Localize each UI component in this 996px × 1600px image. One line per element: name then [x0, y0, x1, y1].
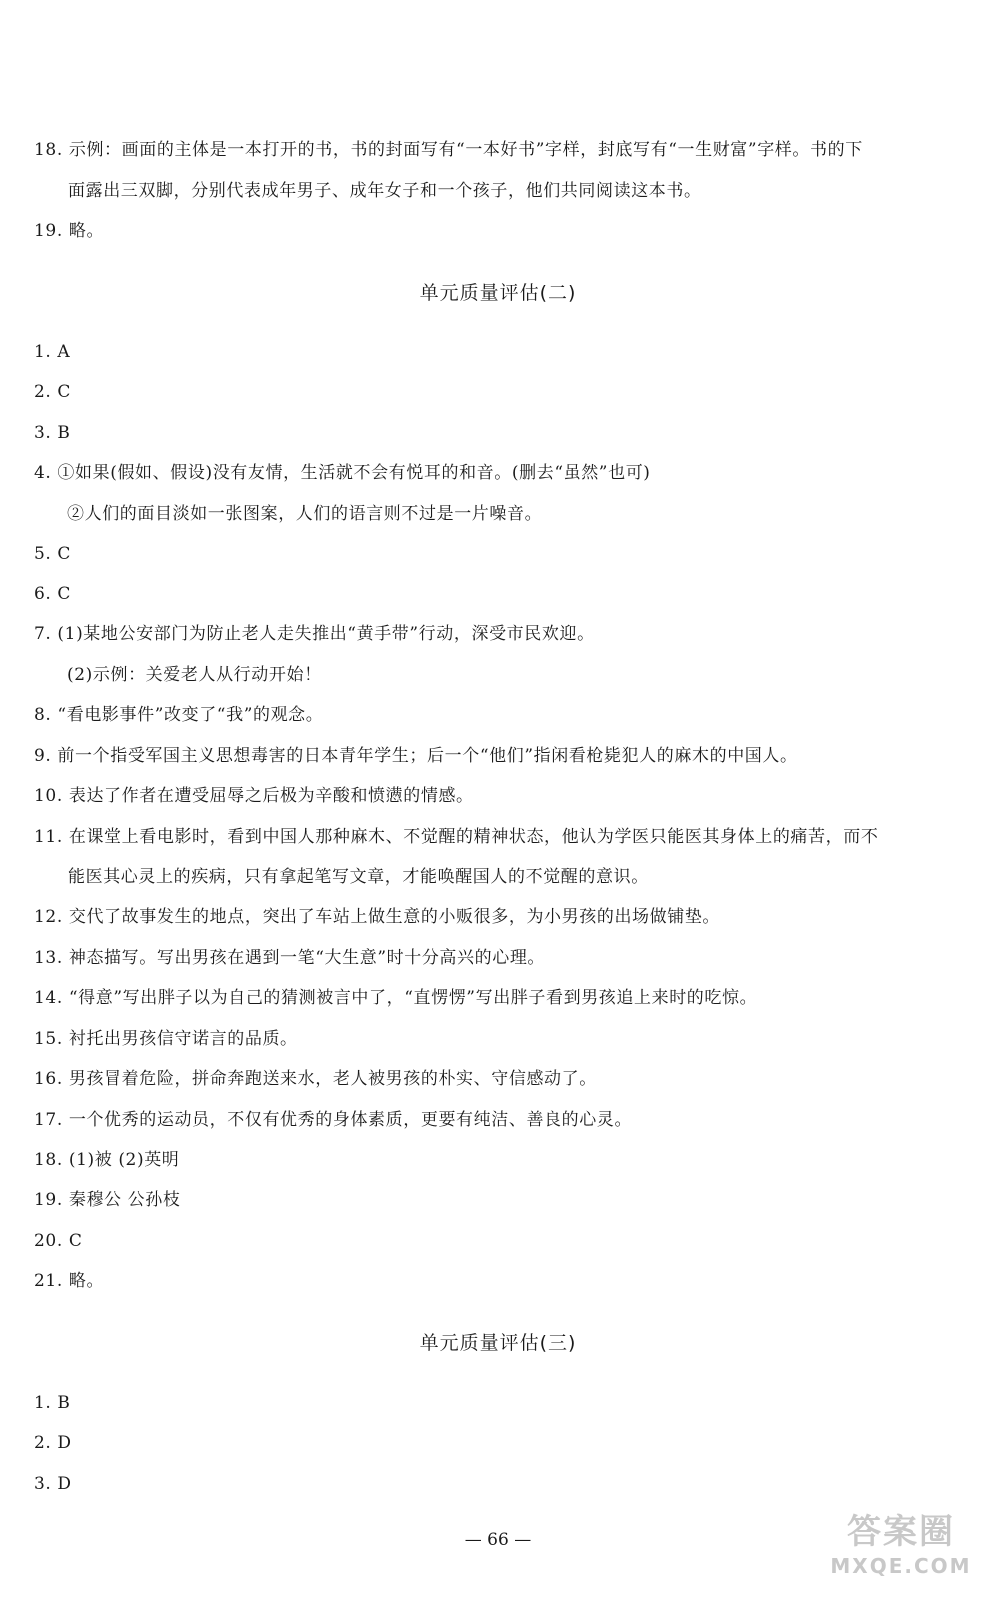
section-heading-2: 单元质量评估(二) [419, 282, 577, 304]
s3-item-2: 2. D [34, 1433, 72, 1453]
s2-item-18: 18. (1)被 (2)英明 [34, 1150, 180, 1170]
s2-item-17: 17. 一个优秀的运动员，不仅有优秀的身体素质，更要有纯洁、善良的心灵。 [34, 1110, 633, 1130]
s3-item-3: 3. D [34, 1474, 72, 1494]
watermark-bottom-text: MXQE.COM [830, 1554, 972, 1578]
s2-item-3: 3. B [34, 423, 71, 443]
answer-18-prev-line2: 面露出三双脚，分别代表成年男子、成年女子和一个孩子，他们共同阅读这本书。 [68, 181, 702, 201]
s2-item-4-sub: ②人们的面目淡如一张图案，人们的语言则不过是一片噪音。 [67, 504, 543, 524]
s2-item-7-sub: (2)示例：关爱老人从行动开始！ [67, 665, 322, 685]
watermark-logo [826, 1510, 976, 1590]
watermark-top-text: 答案圈 [847, 1512, 955, 1552]
answer-19-prev: 19. 略。 [34, 221, 105, 241]
s2-item-9: 9. 前一个指受军国主义思想毒害的日本青年学生；后一个“他们”指闲看枪毙犯人的麻木的中国人。 [34, 746, 798, 766]
s2-item-5: 5. C [34, 544, 72, 564]
section-heading-3: 单元质量评估(三) [419, 1332, 577, 1354]
s2-item-20: 20. C [34, 1231, 83, 1251]
s2-item-15: 15. 衬托出男孩信守诺言的品质。 [34, 1029, 298, 1049]
s2-item-13: 13. 神态描写。写出男孩在遇到一笔“大生意”时十分高兴的心理。 [34, 948, 546, 968]
s2-item-11-cont: 能医其心灵上的疾病，只有拿起笔写文章，才能唤醒国人的不觉醒的意识。 [68, 867, 649, 887]
s2-item-7: 7. (1)某地公安部门为防止老人走失推出“黄手带”行动，深受市民欢迎。 [34, 624, 595, 644]
s2-item-19: 19. 秦穆公 公孙枝 [34, 1190, 181, 1210]
s2-item-1: 1. A [34, 342, 71, 362]
s2-item-2: 2. C [34, 382, 72, 402]
s2-item-10: 10. 表达了作者在遭受屈辱之后极为辛酸和愤懑的情感。 [34, 786, 474, 806]
s2-item-12: 12. 交代了故事发生的地点，突出了车站上做生意的小贩很多，为小男孩的出场做铺垫。 [34, 907, 721, 927]
s2-item-21: 21. 略。 [34, 1271, 105, 1291]
s2-item-4: 4. ①如果(假如、假设)没有友情，生活就不会有悦耳的和音。(删去“虽然”也可) [34, 463, 651, 483]
s2-item-14: 14. “得意”写出胖子以为自己的猜测被言中了，“直愣愣”写出胖子看到男孩追上来时的吃惊。 [34, 988, 758, 1008]
s2-item-6: 6. C [34, 584, 72, 604]
answer-18-prev-line1: 18. 示例：画面的主体是一本打开的书，书的封面写有“一本好书”字样，封底写有“一生财富”字样。书的下 [34, 140, 863, 160]
s2-item-8: 8. “看电影事件”改变了“我”的观念。 [34, 705, 324, 725]
page-number: — 66 — [464, 1530, 532, 1550]
s2-item-16: 16. 男孩冒着危险，拼命奔跑送来水，老人被男孩的朴实、守信感动了。 [34, 1069, 597, 1089]
s3-item-1: 1. B [34, 1393, 71, 1413]
s2-item-11: 11. 在课堂上看电影时，看到中国人那种麻木、不觉醒的精神状态，他认为学医只能医其身体上的痛苦，而不 [34, 827, 879, 847]
